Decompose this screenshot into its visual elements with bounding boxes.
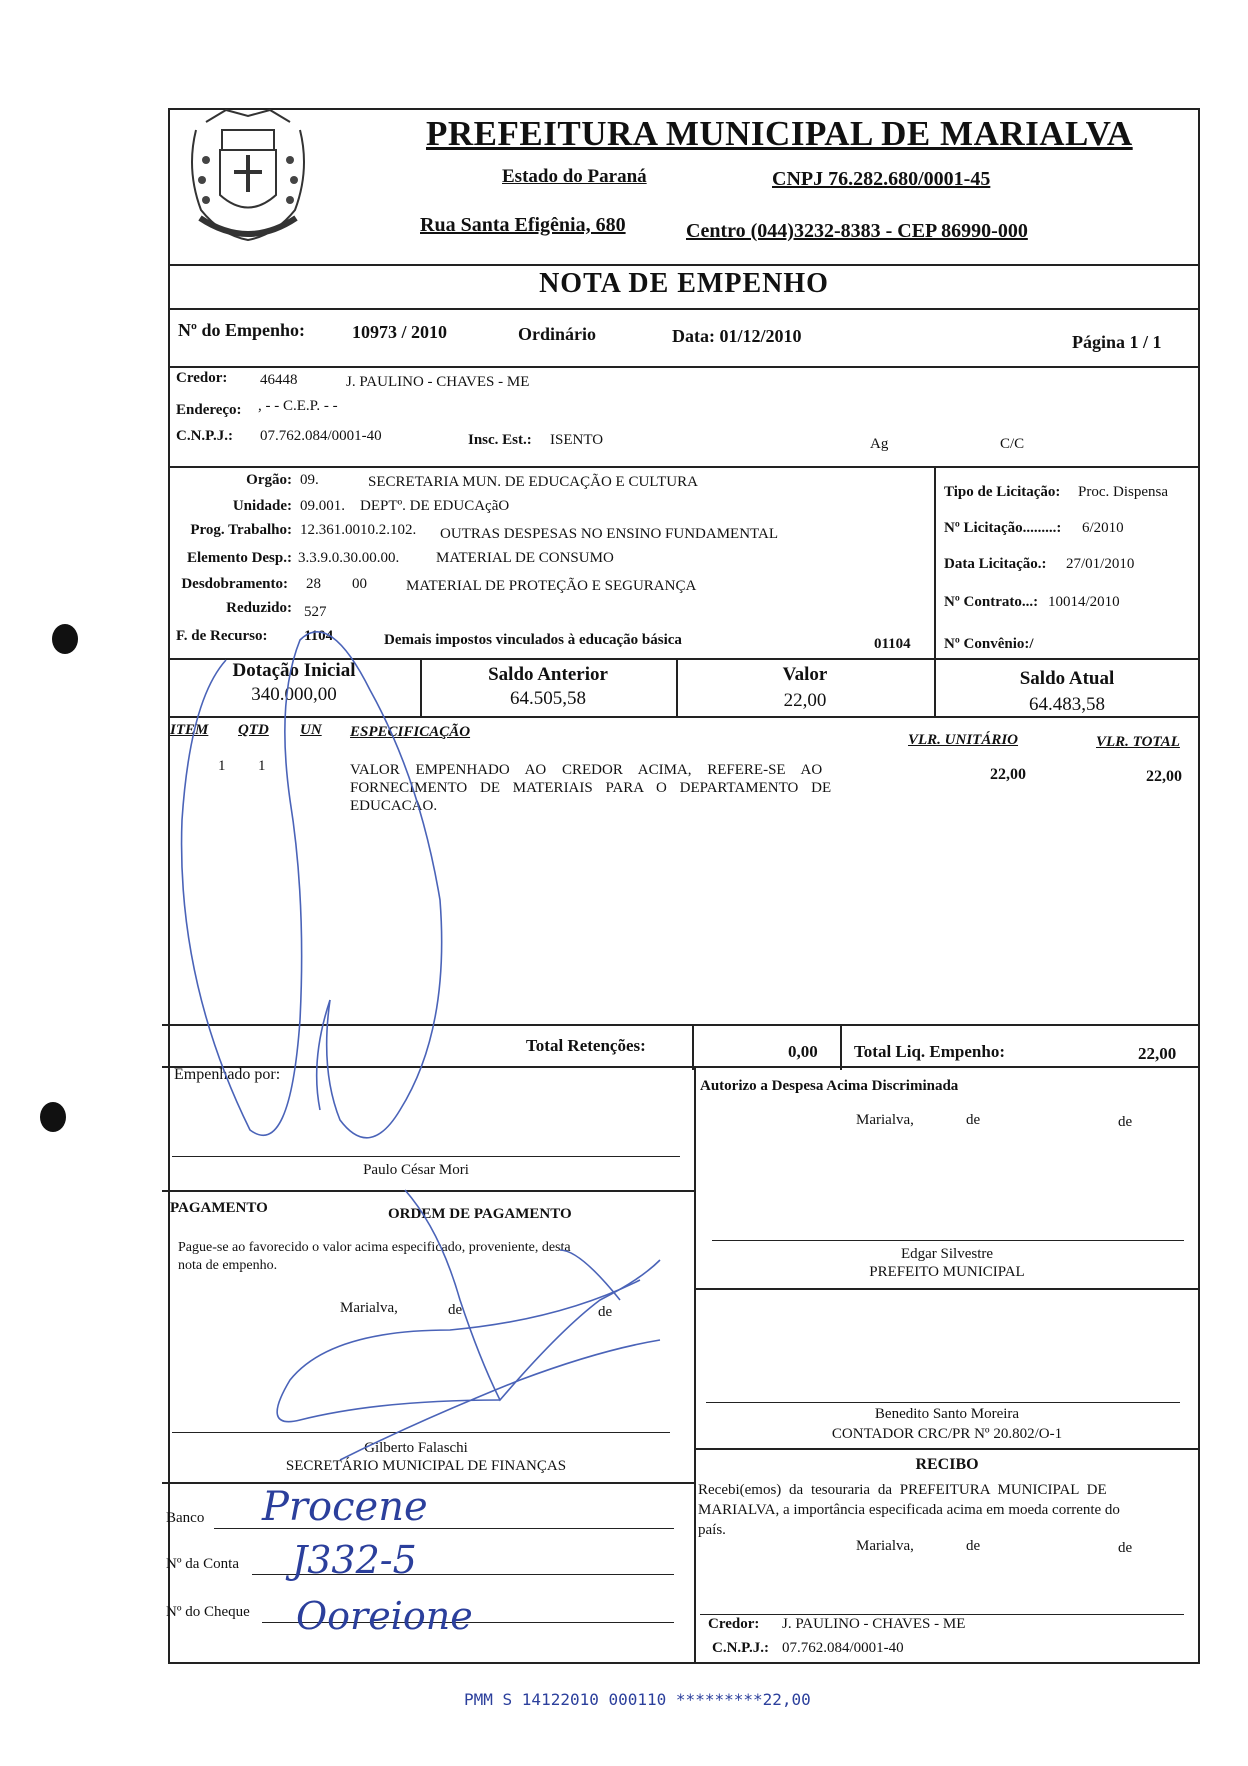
contador-role: CONTADOR CRC/PR Nº 20.802/O-1 xyxy=(831,1426,1063,1442)
orgao-label: Orgão: xyxy=(246,472,292,488)
dotacao-value: 340.000,00 xyxy=(251,684,337,705)
col-total: VLR. TOTAL xyxy=(1096,734,1180,750)
item-total-value: 22,00 xyxy=(1146,768,1182,785)
reduzido-value: 527 xyxy=(304,604,327,620)
banco-handwritten: Procene xyxy=(262,1484,428,1530)
autorizo-role: PREFEITO MUNICIPAL xyxy=(869,1264,1025,1280)
saldo-atual-value: 64.483,58 xyxy=(1029,694,1105,715)
reduzido-label: Reduzido: xyxy=(226,600,292,616)
tipo-licitacao-label: Tipo de Licitação: xyxy=(944,484,1061,500)
prog-desc: OUTRAS DESPESAS NO ENSINO FUNDAMENTAL xyxy=(440,526,778,542)
licitacao-num-value: 6/2010 xyxy=(1082,520,1124,536)
liq-value: 22,00 xyxy=(1138,1044,1177,1063)
licitacao-data-value: 27/01/2010 xyxy=(1066,556,1135,572)
conta-handwritten: J332-5 xyxy=(292,1538,417,1582)
cheque-handwritten: Ooreione xyxy=(296,1594,473,1638)
autorizo-de-2: de xyxy=(1118,1114,1133,1130)
endereco-label: Endereço: xyxy=(176,402,242,418)
item-qty: 1 xyxy=(258,758,266,774)
tipo-licitacao-value: Proc. Dispensa xyxy=(1078,484,1168,500)
pagamento-role: SECRETÁRIO MUNICIPAL DE FINANÇAS xyxy=(285,1458,567,1474)
col-qtd: QTD xyxy=(238,722,269,738)
endereco-value: , - - C.E.P. - - xyxy=(258,398,338,414)
item-desc-line-1: VALOR EMPENHADO AO CREDOR ACIMA, REFERE-SE AO xyxy=(350,762,823,778)
col-espec: ESPECIFICAÇÃO xyxy=(350,724,471,740)
cnpj-value: 07.762.084/0001-40 xyxy=(260,428,382,444)
banco-label: Banco xyxy=(166,1510,205,1526)
desdob-code: 28 xyxy=(306,576,321,592)
licitacao-data-label: Data Licitação.: xyxy=(944,556,1047,572)
pagamento-text-1: Pague-se ao favorecido o valor acima especificado, proveniente, desta xyxy=(178,1240,571,1255)
contrato-value: 10014/2010 xyxy=(1048,594,1120,610)
credor-label: Credor: xyxy=(176,370,228,386)
pagamento-place: Marialva, xyxy=(340,1300,398,1316)
recurso-label: F. de Recurso: xyxy=(176,628,268,644)
header-cnpj: CNPJ 76.282.680/0001-45 xyxy=(772,168,991,190)
col-unit: VLR. UNITÁRIO xyxy=(908,732,1019,748)
footer-stamp: PMM S 14122010 000110 *********22,00 xyxy=(464,1690,811,1709)
col-item: ITEM xyxy=(170,722,209,738)
empenho-type: Ordinário xyxy=(518,324,597,344)
cc-label: C/C xyxy=(1000,436,1025,452)
col-un: UN xyxy=(300,722,322,738)
recibo-text-2: MARIALVA, a importância especificada acima em moeda corrente do xyxy=(698,1502,1120,1518)
header-contact: Centro (044)3232-8383 - CEP 86990-000 xyxy=(686,220,1028,242)
item-unit-value: 22,00 xyxy=(990,766,1026,783)
recurso-code2: 01104 xyxy=(874,636,911,652)
prog-label: Prog. Trabalho: xyxy=(190,522,292,538)
unidade-code: 09.001. xyxy=(300,498,345,514)
elemento-code: 3.3.9.0.30.00.00. xyxy=(298,550,400,566)
recibo-de-1: de xyxy=(966,1538,981,1554)
doc-title: NOTA DE EMPENHO xyxy=(539,268,829,299)
credor-name: J. PAULINO - CHAVES - ME xyxy=(346,374,530,390)
liq-label: Total Liq. Empenho: xyxy=(854,1042,1005,1061)
pagamento-title: PAGAMENTO xyxy=(170,1200,268,1216)
saldo-anterior-label: Saldo Anterior xyxy=(488,664,608,685)
dotacao-label: Dotação Inicial xyxy=(232,660,356,681)
empenhado-signer: Paulo César Mori xyxy=(363,1162,469,1178)
insc-label: Insc. Est.: xyxy=(468,432,532,448)
orgao-desc: SECRETARIA MUN. DE EDUCAÇÃO E CULTURA xyxy=(368,474,698,490)
unidade-desc: DEPTº. DE EDUCAçãO xyxy=(360,498,510,514)
recibo-text-1: Recebi(emos) da tesouraria da PREFEITURA MUNICIPAL DE xyxy=(698,1482,1107,1498)
desdob-label: Desdobramento: xyxy=(181,576,288,592)
recibo-de-2: de xyxy=(1118,1540,1133,1556)
pagamento-de-1: de xyxy=(448,1302,463,1318)
recibo-credor-label: Credor: xyxy=(708,1616,760,1632)
unidade-label: Unidade: xyxy=(232,498,292,514)
ag-label: Ag xyxy=(870,436,889,452)
item-desc-line-3: EDUCACAO. xyxy=(350,798,438,814)
licitacao-num-label: Nº Licitação.........: xyxy=(944,520,1062,536)
retencoes-label: Total Retenções: xyxy=(526,1036,646,1055)
item-number: 1 xyxy=(218,758,226,774)
insc-value: ISENTO xyxy=(550,432,604,448)
desdob-sub: 00 xyxy=(352,576,367,592)
header-title: PREFEITURA MUNICIPAL DE MARIALVA xyxy=(426,114,1133,153)
orgao-code: 09. xyxy=(300,472,319,488)
recibo-credor-value: J. PAULINO - CHAVES - ME xyxy=(782,1616,966,1632)
empenho-number: 10973 / 2010 xyxy=(352,322,448,342)
valor-value: 22,00 xyxy=(783,690,827,711)
header-address: Rua Santa Efigênia, 680 xyxy=(420,214,626,236)
elemento-desc: MATERIAL DE CONSUMO xyxy=(436,550,614,566)
recibo-title: RECIBO xyxy=(915,1456,979,1473)
saldo-anterior-value: 64.505,58 xyxy=(510,688,586,709)
header-state: Estado do Paraná xyxy=(502,166,647,187)
valor-label: Valor xyxy=(782,664,828,685)
recibo-cnpj-value: 07.762.084/0001-40 xyxy=(782,1640,904,1656)
contrato-label: Nº Contrato...: xyxy=(944,594,1039,610)
recurso-code: 1104 xyxy=(304,628,334,644)
cnpj-label: C.N.P.J.: xyxy=(176,428,233,444)
autorizo-de-1: de xyxy=(966,1112,981,1128)
pagamento-signer: Gilberto Falaschi xyxy=(364,1440,468,1456)
convenio-label: Nº Convênio:/ xyxy=(944,636,1034,652)
autorizo-title: Autorizo a Despesa Acima Discriminada xyxy=(700,1078,959,1094)
empenho-label: Nº do Empenho: xyxy=(178,320,305,340)
conta-label: Nº da Conta xyxy=(166,1556,239,1572)
prog-code: 12.361.0010.2.102. xyxy=(300,522,417,538)
elemento-label: Elemento Desp.: xyxy=(187,550,292,566)
pagamento-de-2: de xyxy=(598,1304,613,1320)
empenho-date: Data: 01/12/2010 xyxy=(672,326,802,346)
ordem-title: ORDEM DE PAGAMENTO xyxy=(388,1206,572,1222)
saldo-atual-label: Saldo Atual xyxy=(1019,668,1115,689)
recibo-cnpj-label: C.N.P.J.: xyxy=(712,1640,769,1656)
autorizo-signer: Edgar Silvestre xyxy=(900,1246,994,1262)
recurso-desc: Demais impostos vinculados à educação básica xyxy=(384,632,682,648)
pagamento-text-2: nota de empenho. xyxy=(178,1258,278,1273)
desdob-desc: MATERIAL DE PROTEÇÃO E SEGURANÇA xyxy=(406,578,697,594)
empenhado-label: Empenhado por: xyxy=(174,1066,281,1083)
credor-code: 46448 xyxy=(260,372,298,388)
recibo-place: Marialva, xyxy=(856,1538,914,1554)
page-number: Página 1 / 1 xyxy=(1072,332,1162,352)
item-desc-line-2: FORNECIMENTO DE MATERIAIS PARA O DEPARTAMENTO DE xyxy=(350,780,832,796)
retencoes-value: 0,00 xyxy=(788,1042,818,1061)
autorizo-place: Marialva, xyxy=(856,1112,914,1128)
recibo-text-3: país. xyxy=(698,1522,726,1538)
cheque-label: Nº do Cheque xyxy=(166,1604,250,1620)
contador-signer: Benedito Santo Moreira xyxy=(874,1406,1020,1422)
